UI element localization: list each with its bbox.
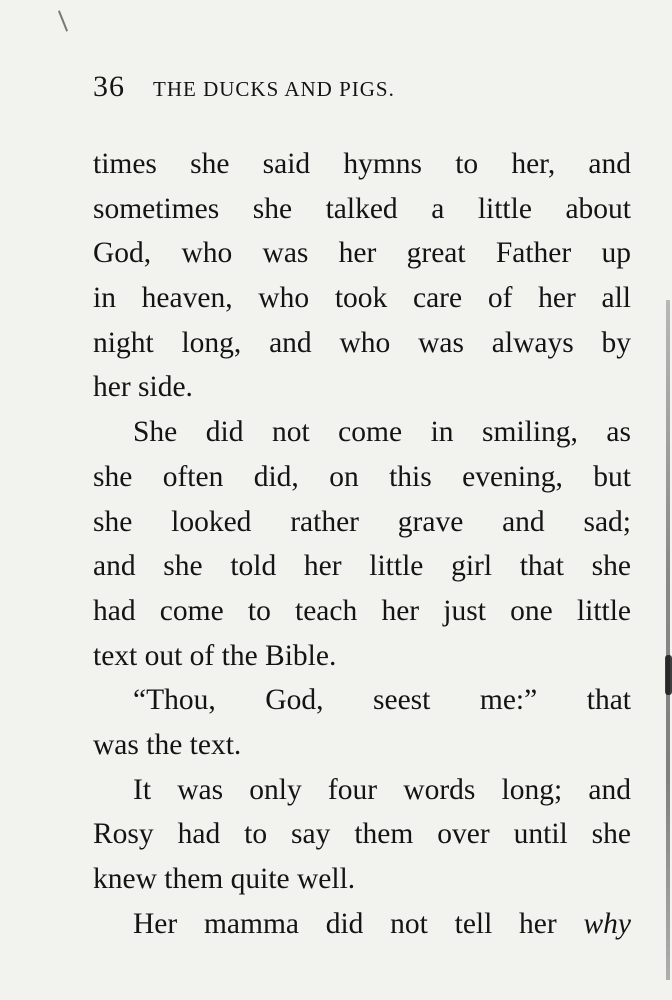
text-line: had come to teach her just one little xyxy=(93,594,631,627)
text-line: in heaven, who took care of her all xyxy=(93,282,631,315)
running-title: THE DUCKS AND PIGS. xyxy=(153,77,395,101)
text-line: sometimes she talked a little about xyxy=(93,192,631,225)
text-line: God, who was her great Father up xyxy=(93,237,631,270)
page-edge-shadow xyxy=(666,300,670,980)
page-header xyxy=(93,70,543,110)
text-line: Rosy had to say them over until she xyxy=(93,818,631,851)
text-line: night long, and who was always by xyxy=(93,326,631,359)
body-text xyxy=(93,142,631,946)
italic-word: why xyxy=(583,907,631,940)
text-line: “Thou, God, seest me:” that xyxy=(133,684,631,717)
text-line: she looked rather grave and sad; xyxy=(93,505,631,538)
text-line: She did not come in smiling, as xyxy=(133,416,631,449)
text-line-final xyxy=(93,902,631,947)
text-line: knew them quite well. xyxy=(93,863,356,895)
text-line: text out of the Bible. xyxy=(93,639,337,672)
pencil-mark xyxy=(58,10,68,31)
text-line: It was only four words long; and xyxy=(133,773,631,806)
page-edge-mark xyxy=(665,655,672,695)
text-line: and she told her little girl that she xyxy=(93,550,631,583)
page-number: 36 xyxy=(93,70,125,103)
text-line: was the text. xyxy=(93,728,242,761)
text-line-part: Her mamma did not tell her xyxy=(133,907,557,940)
text-line: she often did, on this evening, but xyxy=(93,460,631,493)
text-line: times she said hymns to her, and xyxy=(93,148,631,180)
text-line: her side. xyxy=(93,371,193,404)
